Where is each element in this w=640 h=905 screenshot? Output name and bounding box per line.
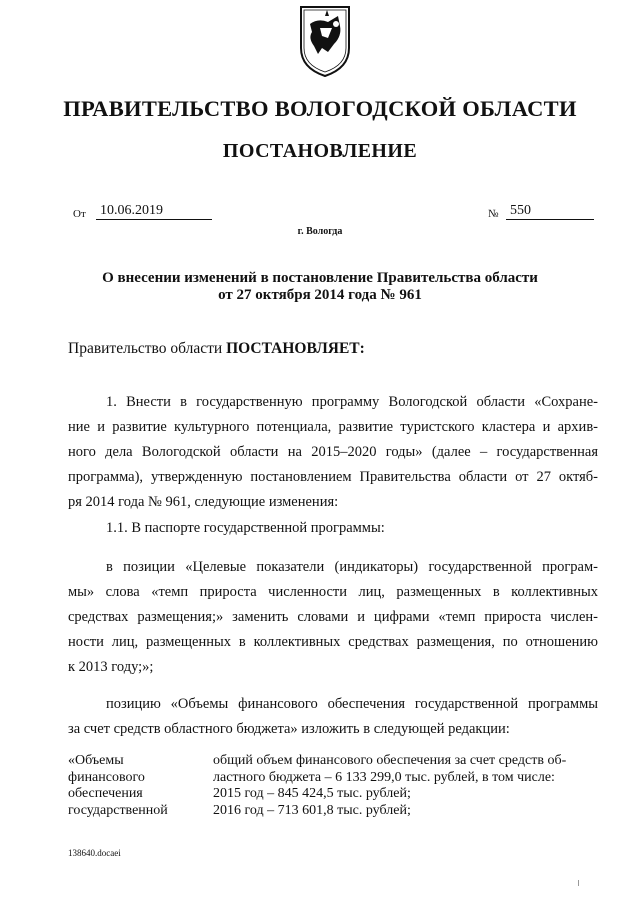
paragraph-3-line: средствах размещения;» заменить словами и цифрами «темп прироста числен- bbox=[68, 609, 598, 625]
paragraph-1-line: 1. Внести в государственную программу Вологодской области «Сохране- bbox=[106, 394, 598, 410]
scan-mark bbox=[578, 880, 579, 886]
document-subject bbox=[60, 270, 580, 304]
subject-line-2: от 27 октября 2014 года № 961 bbox=[218, 287, 422, 303]
document-number: 550 bbox=[506, 203, 594, 220]
paragraph-3-line: ности лиц, размещенных в коллективных средствах размещения, по отношению bbox=[68, 634, 598, 650]
table-left-line: «Объемы bbox=[68, 753, 124, 768]
paragraph-2: 1.1. В паспорте государственной программы: bbox=[106, 520, 385, 536]
number-label: № bbox=[488, 208, 499, 220]
city: г. Вологда bbox=[297, 226, 343, 237]
table-right-line: общий объем финансового обеспечения за счет средств об- bbox=[213, 753, 567, 768]
footer-filename: 138640.docaei bbox=[68, 848, 121, 858]
resolves-keyword: ПОСТАНОВЛЯЕТ: bbox=[226, 340, 365, 357]
paragraph-3-line: в позиции «Целевые показатели (индикаторы) государственной програм- bbox=[106, 559, 598, 575]
table-left-cell bbox=[68, 753, 168, 819]
subject-line-1: О внесении изменений в постановление Правительства области bbox=[102, 270, 538, 286]
table-right-cell bbox=[213, 753, 605, 819]
document-date: 10.06.2019 bbox=[96, 203, 212, 220]
paragraph-1-line: ние и развитие культурного потенциала, развитие туристского кластера и архив- bbox=[68, 419, 598, 435]
date-label: От bbox=[73, 208, 86, 220]
government-title: ПРАВИТЕЛЬСТВО ВОЛОГОДСКОЙ ОБЛАСТИ bbox=[63, 96, 577, 121]
paragraph-1-line: программа), утвержденную постановлением Правительства области от 27 октяб- bbox=[68, 469, 598, 485]
paragraph-4-line: за счет средств областного бюджета» изложить в следующей редакции: bbox=[68, 721, 510, 737]
table-left-line: государственной bbox=[68, 802, 168, 818]
table-right-line: ластного бюджета – 6 133 299,0 тыс. рублей, в том числе: bbox=[213, 769, 555, 785]
paragraph-3-line: мы» слова «темп прироста численности лиц, размещенных в коллективных bbox=[68, 584, 598, 600]
resolves-statement bbox=[68, 340, 365, 358]
resolves-prefix: Правительство области bbox=[68, 340, 227, 357]
paragraph-4-line: позицию «Объемы финансового обеспечения государственной программы bbox=[106, 696, 598, 712]
paragraph-3-line: к 2013 году;»; bbox=[68, 659, 154, 675]
table-right-line: 2016 год – 713 601,8 тыс. рублей; bbox=[213, 802, 411, 818]
document-type: ПОСТАНОВЛЕНИЕ bbox=[222, 140, 418, 162]
coat-of-arms-emblem bbox=[298, 4, 352, 78]
paragraph-1-line: ря 2014 года № 961, следующие изменения: bbox=[68, 494, 339, 510]
table-left-line: обеспечения bbox=[68, 786, 143, 801]
table-left-line: финансового bbox=[68, 769, 145, 785]
table-right-line: 2015 год – 845 424,5 тыс. рублей; bbox=[213, 786, 411, 801]
paragraph-1-line: ного дела Вологодской области на 2015–2020 годы» (далее – государственная bbox=[68, 444, 598, 460]
